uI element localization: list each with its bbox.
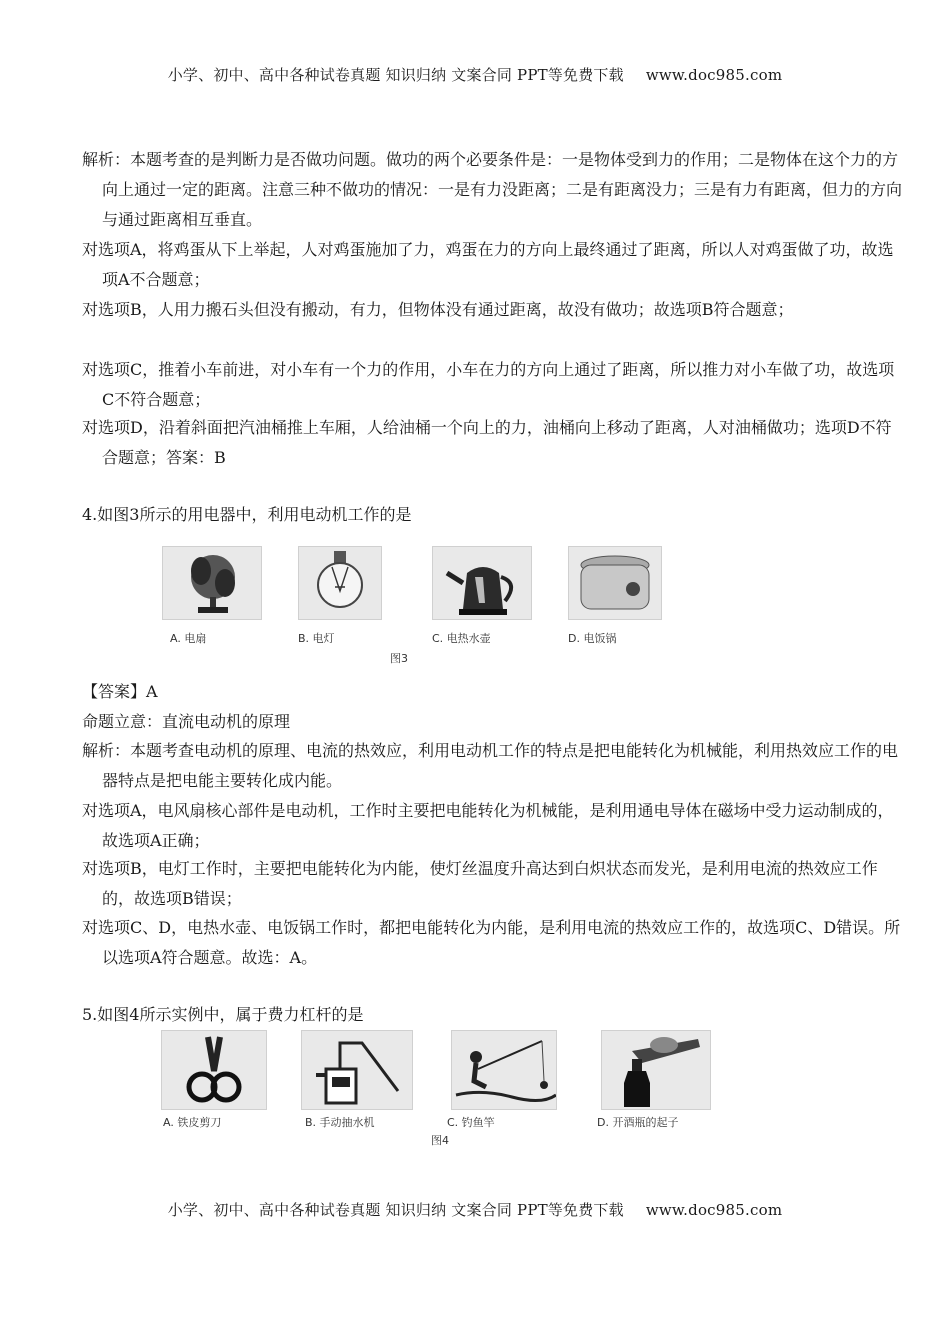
fan-icon [162,546,262,620]
q3-option-b: 对选项B，人用力搬石头但没有搬动，有力，但物体没有通过距离，故没有做功；故选项B符合题意； [82,300,794,319]
bottle-opener-icon [601,1030,711,1110]
kettle-icon [432,546,532,620]
figure-3 [150,540,690,670]
footer-banner [0,1199,950,1220]
banner-text: 小学、初中、高中各种试卷真题 知识归纳 文案合同 PPT等免费下载 [167,66,624,84]
footer-banner-text: 小学、初中、高中各种试卷真题 知识归纳 文案合同 PPT等免费下载 [167,1201,624,1219]
figure-4-caption-b: B. 手动抽水机 [305,1116,375,1129]
q4-question: 4.如图3所示的用电器中，利用电动机工作的是 [82,505,412,524]
water-pump-icon [301,1030,413,1110]
q4-option-b: 对选项B，电灯工作时，主要把电能转化为内能，使灯丝温度升高达到白炽状态而发光，是利用电流的热效应工作的，故选项B错误； [82,859,878,908]
rice-cooker-icon [568,546,662,620]
light-bulb-icon [298,546,382,620]
q4-intent: 命题立意：直流电动机的原理 [82,712,291,731]
fishing-rod-icon [451,1030,557,1110]
scissors-icon [161,1030,267,1110]
figure-3-caption-a: A. 电扇 [170,632,207,645]
figure-3-caption-b: B. 电灯 [298,632,335,645]
figure-4-label: 图4 [431,1134,449,1147]
q3-option-d: 对选项D，沿着斜面把汽油桶推上车厢，人给油桶一个向上的力，油桶向上移动了距离，人对油桶做功；选项D不符合题意；答案：B [82,418,892,467]
q3-option-a: 对选项A，将鸡蛋从下上举起，人对鸡蛋施加了力，鸡蛋在力的方向上最终通过了距离，所以人对鸡蛋做了功，故选项A不合题意； [82,240,894,289]
q4-answer: 【答案】A [82,682,158,701]
q4-option-a: 对选项A，电风扇核心部件是电动机，工作时主要把电能转化为机械能，是利用通电导体在磁场中受力运动制成的，故选项A正确； [82,801,894,850]
figure-4 [145,1028,735,1150]
banner-url[interactable]: www.doc985.com [645,66,783,84]
q4-option-cd: 对选项C、D，电热水壶、电饭锅工作时，都把电能转化为内能，是利用电流的热效应工作的，故选项C、D错误。所以选项A符合题意。故选：A。 [82,918,901,967]
q5-question: 5.如图4所示实例中，属于费力杠杆的是 [82,1005,364,1024]
q4-analysis: 解析：本题考查电动机的原理、电流的热效应，利用电动机工作的特点是把电能转化为机械能，利用热效应工作的电器特点是把电能主要转化成内能。 [82,741,899,790]
q3-option-c: 对选项C，推着小车前进，对小车有一个力的作用，小车在力的方向上通过了距离，所以推力对小车做了功，故选项C不符合题意； [82,360,895,409]
header-banner [0,64,950,85]
figure-4-caption-a: A. 铁皮剪刀 [163,1116,222,1129]
figure-4-caption-c: C. 钓鱼竿 [447,1116,495,1129]
q3-analysis: 解析：本题考查的是判断力是否做功问题。做功的两个必要条件是：一是物体受到力的作用；二是物体在这个力的方向上通过一定的距离。注意三种不做功的情况：一是有力没距离；二是有距离没力；三是有力有距离，但力的方向与通过距离相互垂直。 [82,150,903,229]
footer-banner-url[interactable]: www.doc985.com [645,1201,783,1219]
figure-4-caption-d: D. 开酒瓶的起子 [597,1116,679,1129]
figure-3-caption-d: D. 电饭锅 [568,632,617,645]
figure-3-caption-c: C. 电热水壶 [432,632,491,645]
figure-3-label: 图3 [390,652,408,665]
